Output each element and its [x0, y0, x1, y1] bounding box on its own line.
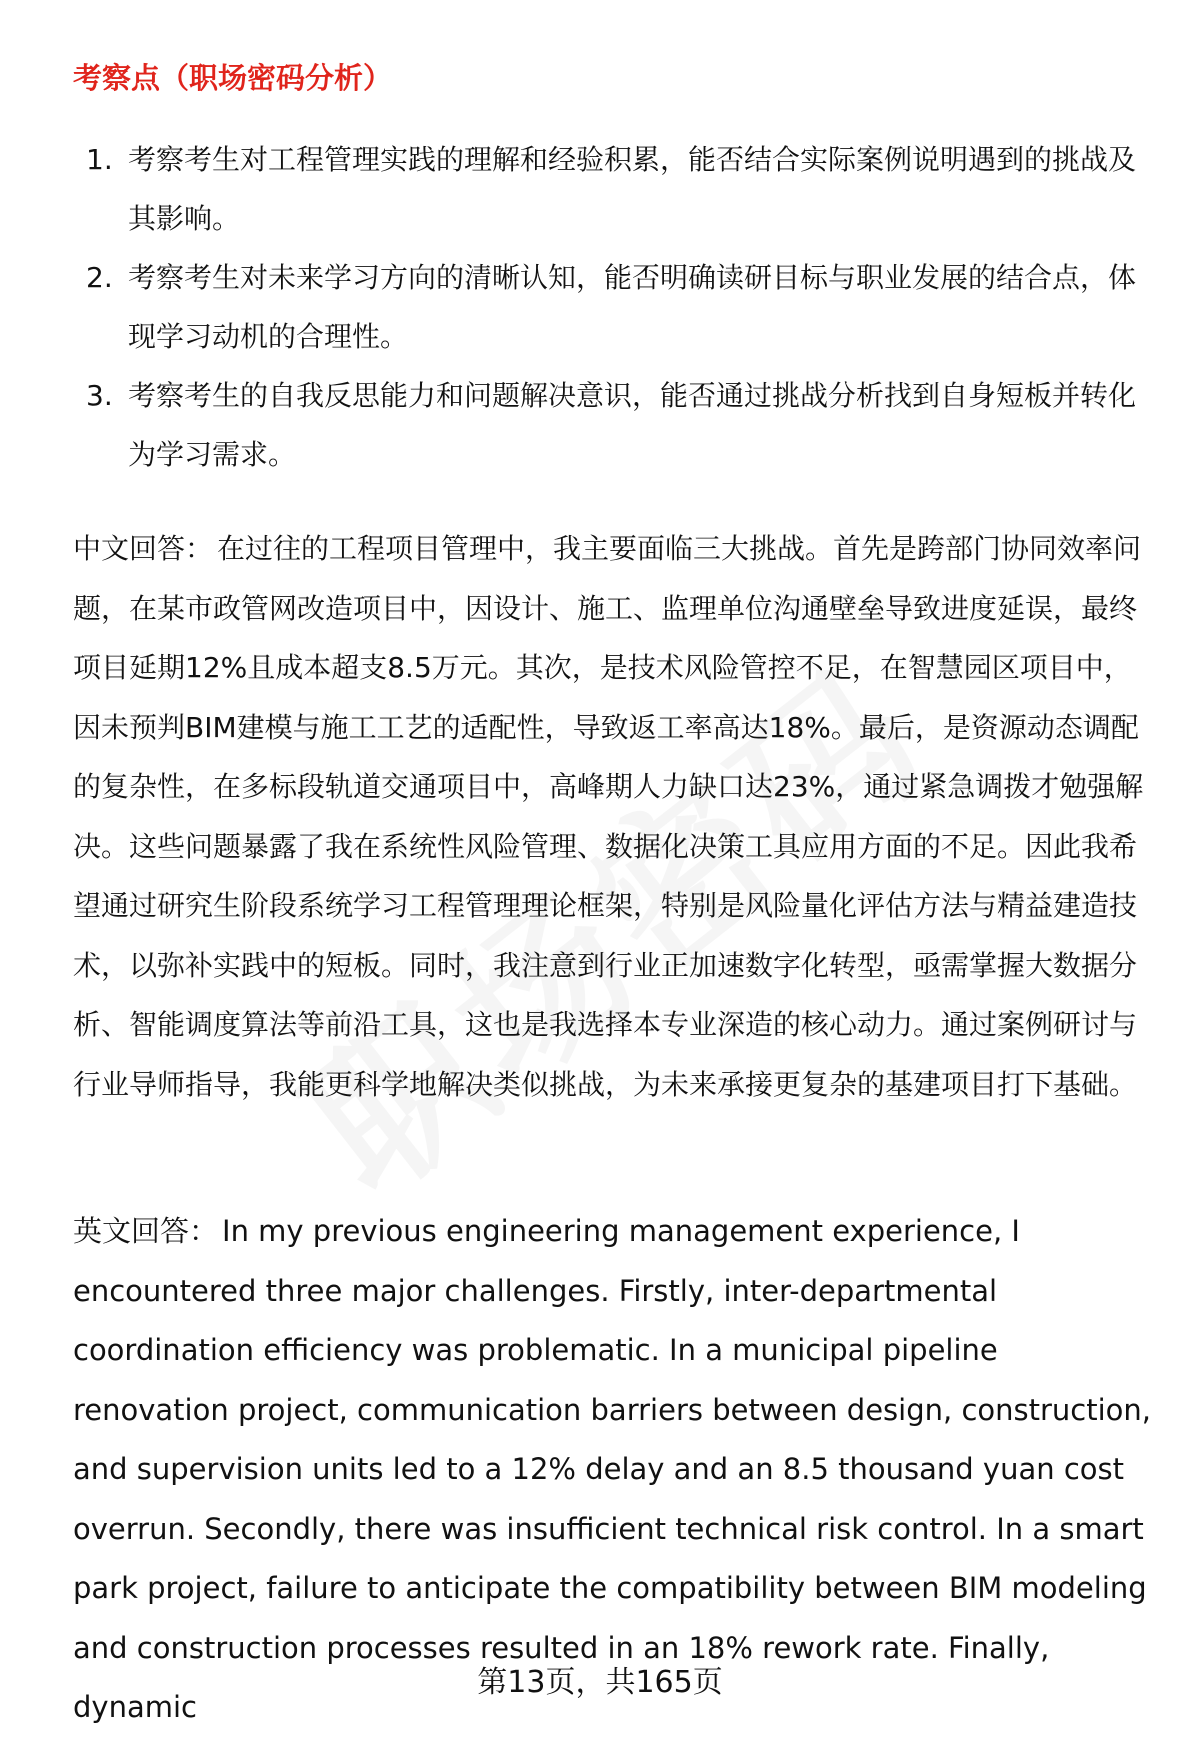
english-answer-label: 英文回答： — [73, 1214, 219, 1248]
list-item-number: 3. — [86, 379, 113, 412]
chinese-answer-paragraph — [73, 519, 1158, 1114]
list-item-text: 考察考生的自我反思能力和问题解决意识，能否通过挑战分析找到自身短板并转化为学习需求。 — [128, 379, 1137, 471]
english-answer-text: In my previous engineering management experience, I encountered three major challenges. Firstly, inter-departmental coordination efficiency was problematic. In a municipal pipeline renovation project, communication barriers between design, construction, and supervision units led to a 12% delay and an 8.5 thousand yuan cost overrun. Secondly, there was insufficient technical risk control. In a smart park project, failure to anticipate the compatibility between BIM modeling and construction processes resulted in an 18% rework rate. Finally, dynamic — [73, 1214, 1152, 1724]
list-item-number: 1. — [86, 143, 113, 176]
list-item-text: 考察考生对工程管理实践的理解和经验积累，能否结合实际案例说明遇到的挑战及其影响。 — [128, 143, 1137, 235]
list-item — [73, 248, 1153, 366]
list-item-text: 考察考生对未来学习方向的清晰认知，能否明确读研目标与职业发展的结合点，体现学习动机的合理性。 — [128, 261, 1137, 353]
page-number-footer: 第13页，共165页 — [477, 1665, 723, 1700]
list-item — [73, 366, 1153, 484]
list-item-number: 2. — [86, 261, 113, 294]
list-item — [73, 130, 1153, 248]
chinese-answer-text: 在过往的工程项目管理中，我主要面临三大挑战。首先是跨部门协同效率问题，在某市政管网改造项目中，因设计、施工、监理单位沟通壁垒导致进度延误，最终项目延期12%且成本超支8.5万元。其次，是技术风险管控不足，在智慧园区项目中，因未预判BIM建模与施工工艺的适配性，导致返工率高达18%。最后，是资源动态调配的复杂性，在多标段轨道交通项目中，高峰期人力缺口达23%，通过紧急调拨才勉强解决。这些问题暴露了我在系统性风险管理、数据化决策工具应用方面的不足。因此我希望通过研究生阶段系统学习工程管理理论框架，特别是风险量化评估方法与精益建造技术，以弥补实践中的短板。同时，我注意到行业正加速数字化转型，亟需掌握大数据分析、智能调度算法等前沿工具，这也是我选择本专业深造的核心动力。通过案例研讨与行业导师指导，我能更科学地解决类似挑战，为未来承接更复杂的基建项目打下基础。 — [73, 532, 1144, 1101]
chinese-answer-label: 中文回答： — [73, 532, 214, 565]
english-answer-paragraph — [73, 1202, 1158, 1738]
assessment-points-list — [73, 130, 1153, 484]
section-title: 考察点（职场密码分析） — [73, 61, 393, 95]
